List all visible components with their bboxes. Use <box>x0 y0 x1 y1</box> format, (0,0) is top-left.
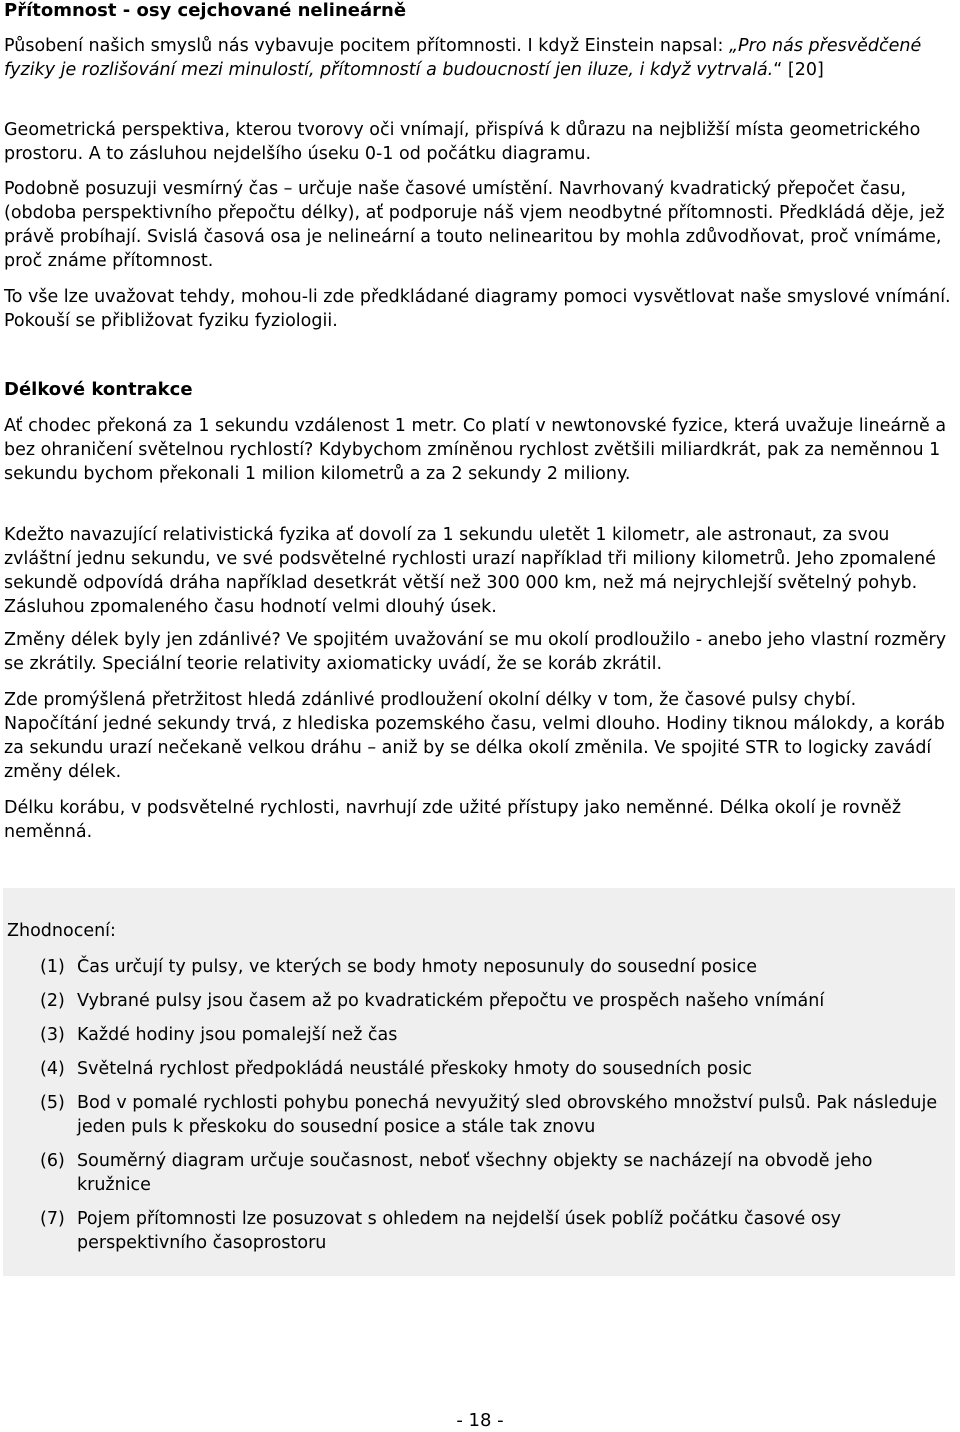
list-item-text: Souměrný diagram určuje současnost, neboť všechny objekty se nacházejí na obvodě jeho kružnice <box>77 1151 873 1195</box>
list-item-number: (1) <box>40 957 65 977</box>
paragraph-length-changes: Změny délek byly jen zdánlivé? Ve spojitém uvažování se mu okolí prodloužilo - anebo jeho vlastní rozměry se zkrátily. Speciální teorie relativity axiomaticky uvádí, že se koráb zkrátil. <box>4 630 947 674</box>
paragraph-intro: Působení našich smyslů nás vybavuje pocitem přítomnosti. I když Einstein napsal: <box>4 36 729 56</box>
section-heading-length-contraction: Délkové kontrakce <box>4 379 193 400</box>
list-item <box>40 989 945 1013</box>
summary-title: Zhodnocení: <box>7 921 116 941</box>
list-item-text: Vybrané pulsy jsou časem až po kvadratickém přepočtu ve prospěch našeho vnímání <box>77 991 825 1011</box>
einstein-quote: „Pro nás přesvědčené fyziky je rozlišování mezi minulostí, přítomností a budoucností jen iluze, i když vytrvalá. <box>4 36 922 80</box>
list-item-number: (7) <box>40 1209 65 1229</box>
list-item-text: Pojem přítomnosti lze posuzovat s ohledem na nejdelší úsek poblíž počátku časové osy perspektivního časoprostoru <box>77 1209 842 1253</box>
citation-reference: “ [20] <box>773 60 824 80</box>
section-heading-presence: Přítomnost - osy cejchované nelineárně <box>4 0 407 21</box>
list-item-number: (6) <box>40 1151 65 1171</box>
list-item-number: (5) <box>40 1093 65 1113</box>
list-item-text: Čas určují ty pulsy, ve kterých se body hmoty neposunuly do sousední posice <box>77 957 757 977</box>
list-item-number: (2) <box>40 991 65 1011</box>
list-item-text: Bod v pomalé rychlosti pohybu ponechá nevyužitý sled obrovského množství pulsů. Pak následuje jeden puls k přeskoku do sousední posice a stále tak znovu <box>77 1093 938 1137</box>
list-item-text: Každé hodiny jsou pomalejší než čas <box>77 1025 398 1045</box>
list-item <box>40 1091 945 1139</box>
page-number: - 18 - <box>456 1410 504 1431</box>
list-item <box>40 1149 945 1197</box>
paragraph-geometric-perspective: Geometrická perspektiva, kterou tvorovy oči vnímají, přispívá k důrazu na nejbližší místa geometrického prostoru. A to zásluhou nejdelšího úseku 0-1 od počátku diagramu. <box>4 120 921 164</box>
paragraph-relativistic-physics: Kdežto navazující relativistická fyzika ať dovolí za 1 sekundu uletět 1 kilometr, ale astronaut, za svou zvláštní jednu sekundu, ve své podsvětelné rychlosti urazí například tři miliony kilometrů. Jeho zpomalené sekundě odpovídá dráha například desetkrát větší než 300 000 km, než má nejrychlejší světelný pohyb. Zásluhou zpomaleného času hodnotí velmi dlouhý úsek. <box>4 525 936 617</box>
paragraph-ship-length: Délku korábu, v podsvětelné rychlosti, navrhují zde užité přístupy jako neměnné. Délka okolí je rovněž neměnná. <box>4 798 902 842</box>
paragraph-space-time: Podobně posuzuji vesmírný čas – určuje naše časové umístění. Navrhovaný kvadratický přepočet času, (obdoba perspektivního přepočtu délky), ať podporuje náš vjem neodbytné přítomnosti. Předkládá děje, jež právě probíhají. Svislá časová osa je nelineární a touto nelinearitou by mohla zdůvodňovat, proč vnímáme, proč známe přítomnost. <box>4 179 945 271</box>
list-item <box>40 1023 945 1047</box>
list-item-text: Světelná rychlost předpokládá neustálé přeskoky hmoty do sousedních posic <box>77 1059 753 1079</box>
summary-list <box>40 955 945 1265</box>
paragraph-sensory-perception: To vše lze uvažovat tehdy, mohou-li zde předkládané diagramy pomoci vysvětlovat naše smyslové vnímání. Pokouší se přibližovat fyziku fyziologii. <box>4 287 951 331</box>
paragraph-discontinuity: Zde promýšlená přetržitost hledá zdánlivé prodloužení okolní délky v tom, že časové pulsy chybí. Napočítání jedné sekundy trvá, z hlediska pozemského času, velmi dlouho. Hodiny tiknou málokdy, a koráb za sekundu urazí nečekaně velkou dráhu – aniž by se délka okolí změnila. Ve spojité STR to logicky zavádí změny délek. <box>4 690 945 782</box>
list-item <box>40 955 945 979</box>
list-item <box>40 1207 945 1255</box>
paragraph-einstein-quote <box>4 34 952 82</box>
summary-box <box>3 888 955 1276</box>
paragraph-walker: Ať chodec překoná za 1 sekundu vzdálenost 1 metr. Co platí v newtonovské fyzice, která uvažuje lineárně a bez ohraničení světelnou rychlostí? Kdybychom zmíněnou rychlost zvětšili miliardkrát, pak za neměnnou 1 sekundu bychom překonali 1 milion kilometrů a za 2 sekundy 2 miliony. <box>4 416 947 484</box>
list-item-number: (4) <box>40 1059 65 1079</box>
list-item <box>40 1057 945 1081</box>
list-item-number: (3) <box>40 1025 65 1045</box>
